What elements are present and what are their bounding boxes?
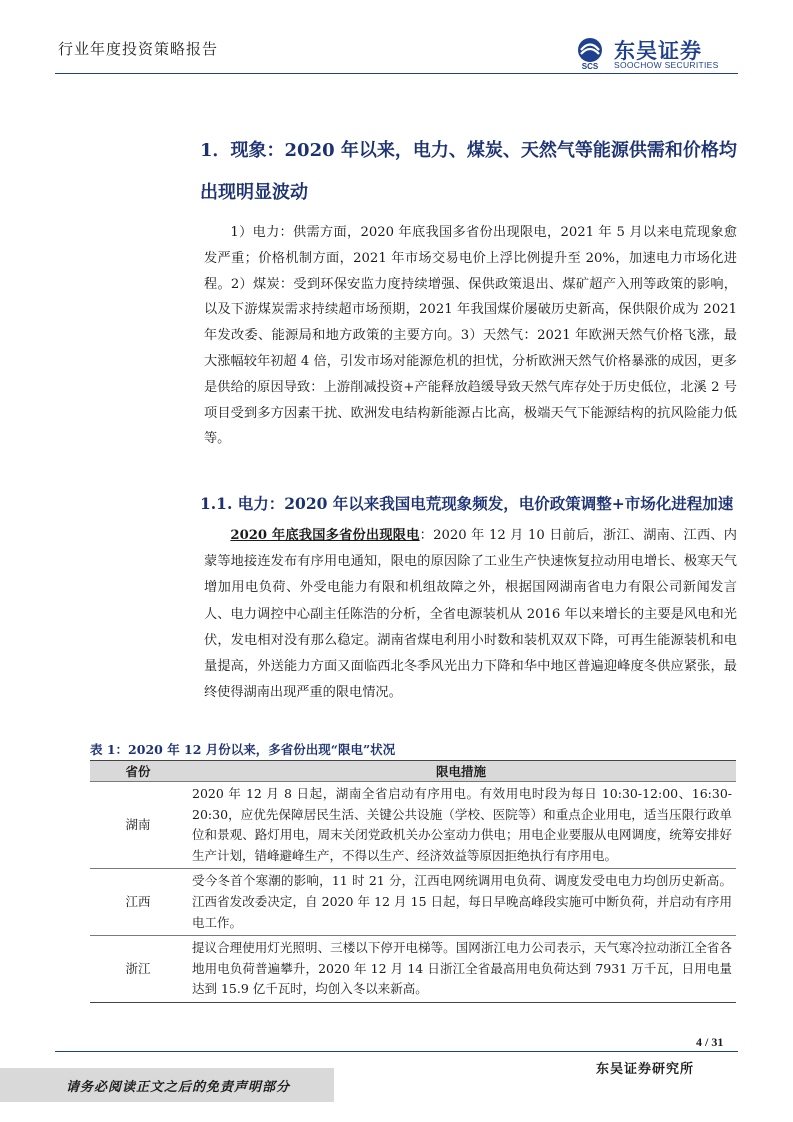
paragraph-body: ：2020 年 12 月 10 日前后，浙江、湖南、江西、内蒙等地接连发布有序用电通知，限电的原因除了工业生产快速恢复拉动用电增长、极寒天气增加用电负荷、外受电能力有限和机组故障之外，根据国网湖南省电力有限公司新闻发言人、电力调控中心副主任陈浩的分析，全省电源装机从 2016 年以来增长的主要是风电和光伏，发电相对没有那么稳定。湖南省煤电利用小时数和装机双双下降，可再生能源装机和电量提高，外送能力方面又面临西北冬季风光出力下降和华中地区普遍迎峰度冬供应紧张，最终使得湖南出现严重的限电情况。 [204, 528, 737, 701]
province-cell: 湖南 [90, 782, 186, 869]
table-header-measure: 限电措施 [186, 761, 736, 782]
section-1-heading: 1．现象：2020 年以来，电力、煤炭、天然气等能源供需和价格均出现明显波动 [200, 140, 737, 203]
section-1-1-paragraph [204, 523, 737, 706]
province-cell: 浙江 [90, 936, 186, 1003]
logo-mark-text: SCS [581, 62, 599, 71]
province-cell: 江西 [90, 869, 186, 936]
section-1-paragraph: 1）电力：供需方面，2020 年底我国多省份出现限电，2021 年 5 月以来电荒现象愈发严重；价格机制方面，2021 年市场交易电价上浮比例提升至 20%，加速电力市场化进程。2）煤炭：受到环保安监力度持续增强、保供政策退出、煤矿超产入刑等政策的影响，以及下游煤炭需求持续超市场预期，2021 年我国煤价屡破历史新高，保供限价成为 2021 年发改委、能源局和地方政策的主要方向。3）天然气：2021 年欧洲天然气价格飞涨，最大涨幅较年初超 4 倍，引发市场对能源危机的担忧，分析欧洲天然气价格暴涨的成因，更多是供给的原因导致：上游削减投资+产能释放趋缓导致天然气库存处于历史低位，北溪 2 号项目受到多方因素干扰、欧洲发电结构新能源占比高，极端天气下能源结构的抗风险能力低等。 [204, 225, 737, 447]
report-type-title: 行业年度投资策略报告 [58, 40, 219, 58]
table-row [90, 782, 736, 869]
section-1-1-heading: 1.1. 电力：2020 年以来我国电荒现象频发，电价政策调整+市场化进程加速 [200, 494, 734, 513]
company-logo [572, 35, 737, 71]
soochow-logo-icon [572, 35, 608, 71]
restriction-table [90, 760, 736, 1003]
paragraph-lead: 2020 年底我国多省份出现限电 [230, 528, 420, 543]
header-divider [55, 73, 738, 74]
footer-divider [55, 1051, 738, 1052]
table-header-province: 省份 [90, 761, 186, 782]
table-row [90, 936, 736, 1003]
measure-cell: 2020 年 12 月 8 日起，湖南全省启动有序用电。有效用电时段为每日 10:30-12:00、16:30-20:30，应优先保障居民生活、关键公共设施（学校、医院等）和重点企业用电，适当压限行政单位和景观、路灯用电，周末关闭党政机关办公室动力供电；用电企业要服从电网调度，统筹安排好生产计划，错峰避峰生产，不得以生产、经济效益等原因拒绝执行有序用电。 [186, 782, 736, 869]
footer-firm-name: 东吴证券研究所 [596, 1062, 695, 1077]
logo-cn-text: 东吴证券 [614, 39, 702, 63]
table-row [90, 869, 736, 936]
table-caption: 表 1：2020 年 12 月份以来，多省份出现“限电”状况 [90, 742, 396, 757]
measure-cell: 受今冬首个寒潮的影响，11 时 21 分，江西电网统调用电负荷、调度发受电电力均创历史新高。江西省发改委决定，自 2020 年 12 月 15 日起，每日早晚高峰段实施可中断负荷，并启动有序用电工作。 [186, 869, 736, 936]
measure-cell: 提议合理使用灯光照明、三楼以下停开电梯等。国网浙江电力公司表示，天气寒冷拉动浙江全省各地用电负荷普遍攀升，2020 年 12 月 14 日浙江全省最高用电负荷达到 7931 万千瓦，日用电量达到 15.9 亿千瓦时，均创入冬以来新高。 [186, 936, 736, 1003]
logo-en-text: SOOCHOW SECURITIES [614, 60, 719, 70]
page-number: 4 / 31 [696, 1035, 724, 1049]
disclaimer-text: 请务必阅读正文之后的免责声明部分 [66, 1080, 291, 1095]
